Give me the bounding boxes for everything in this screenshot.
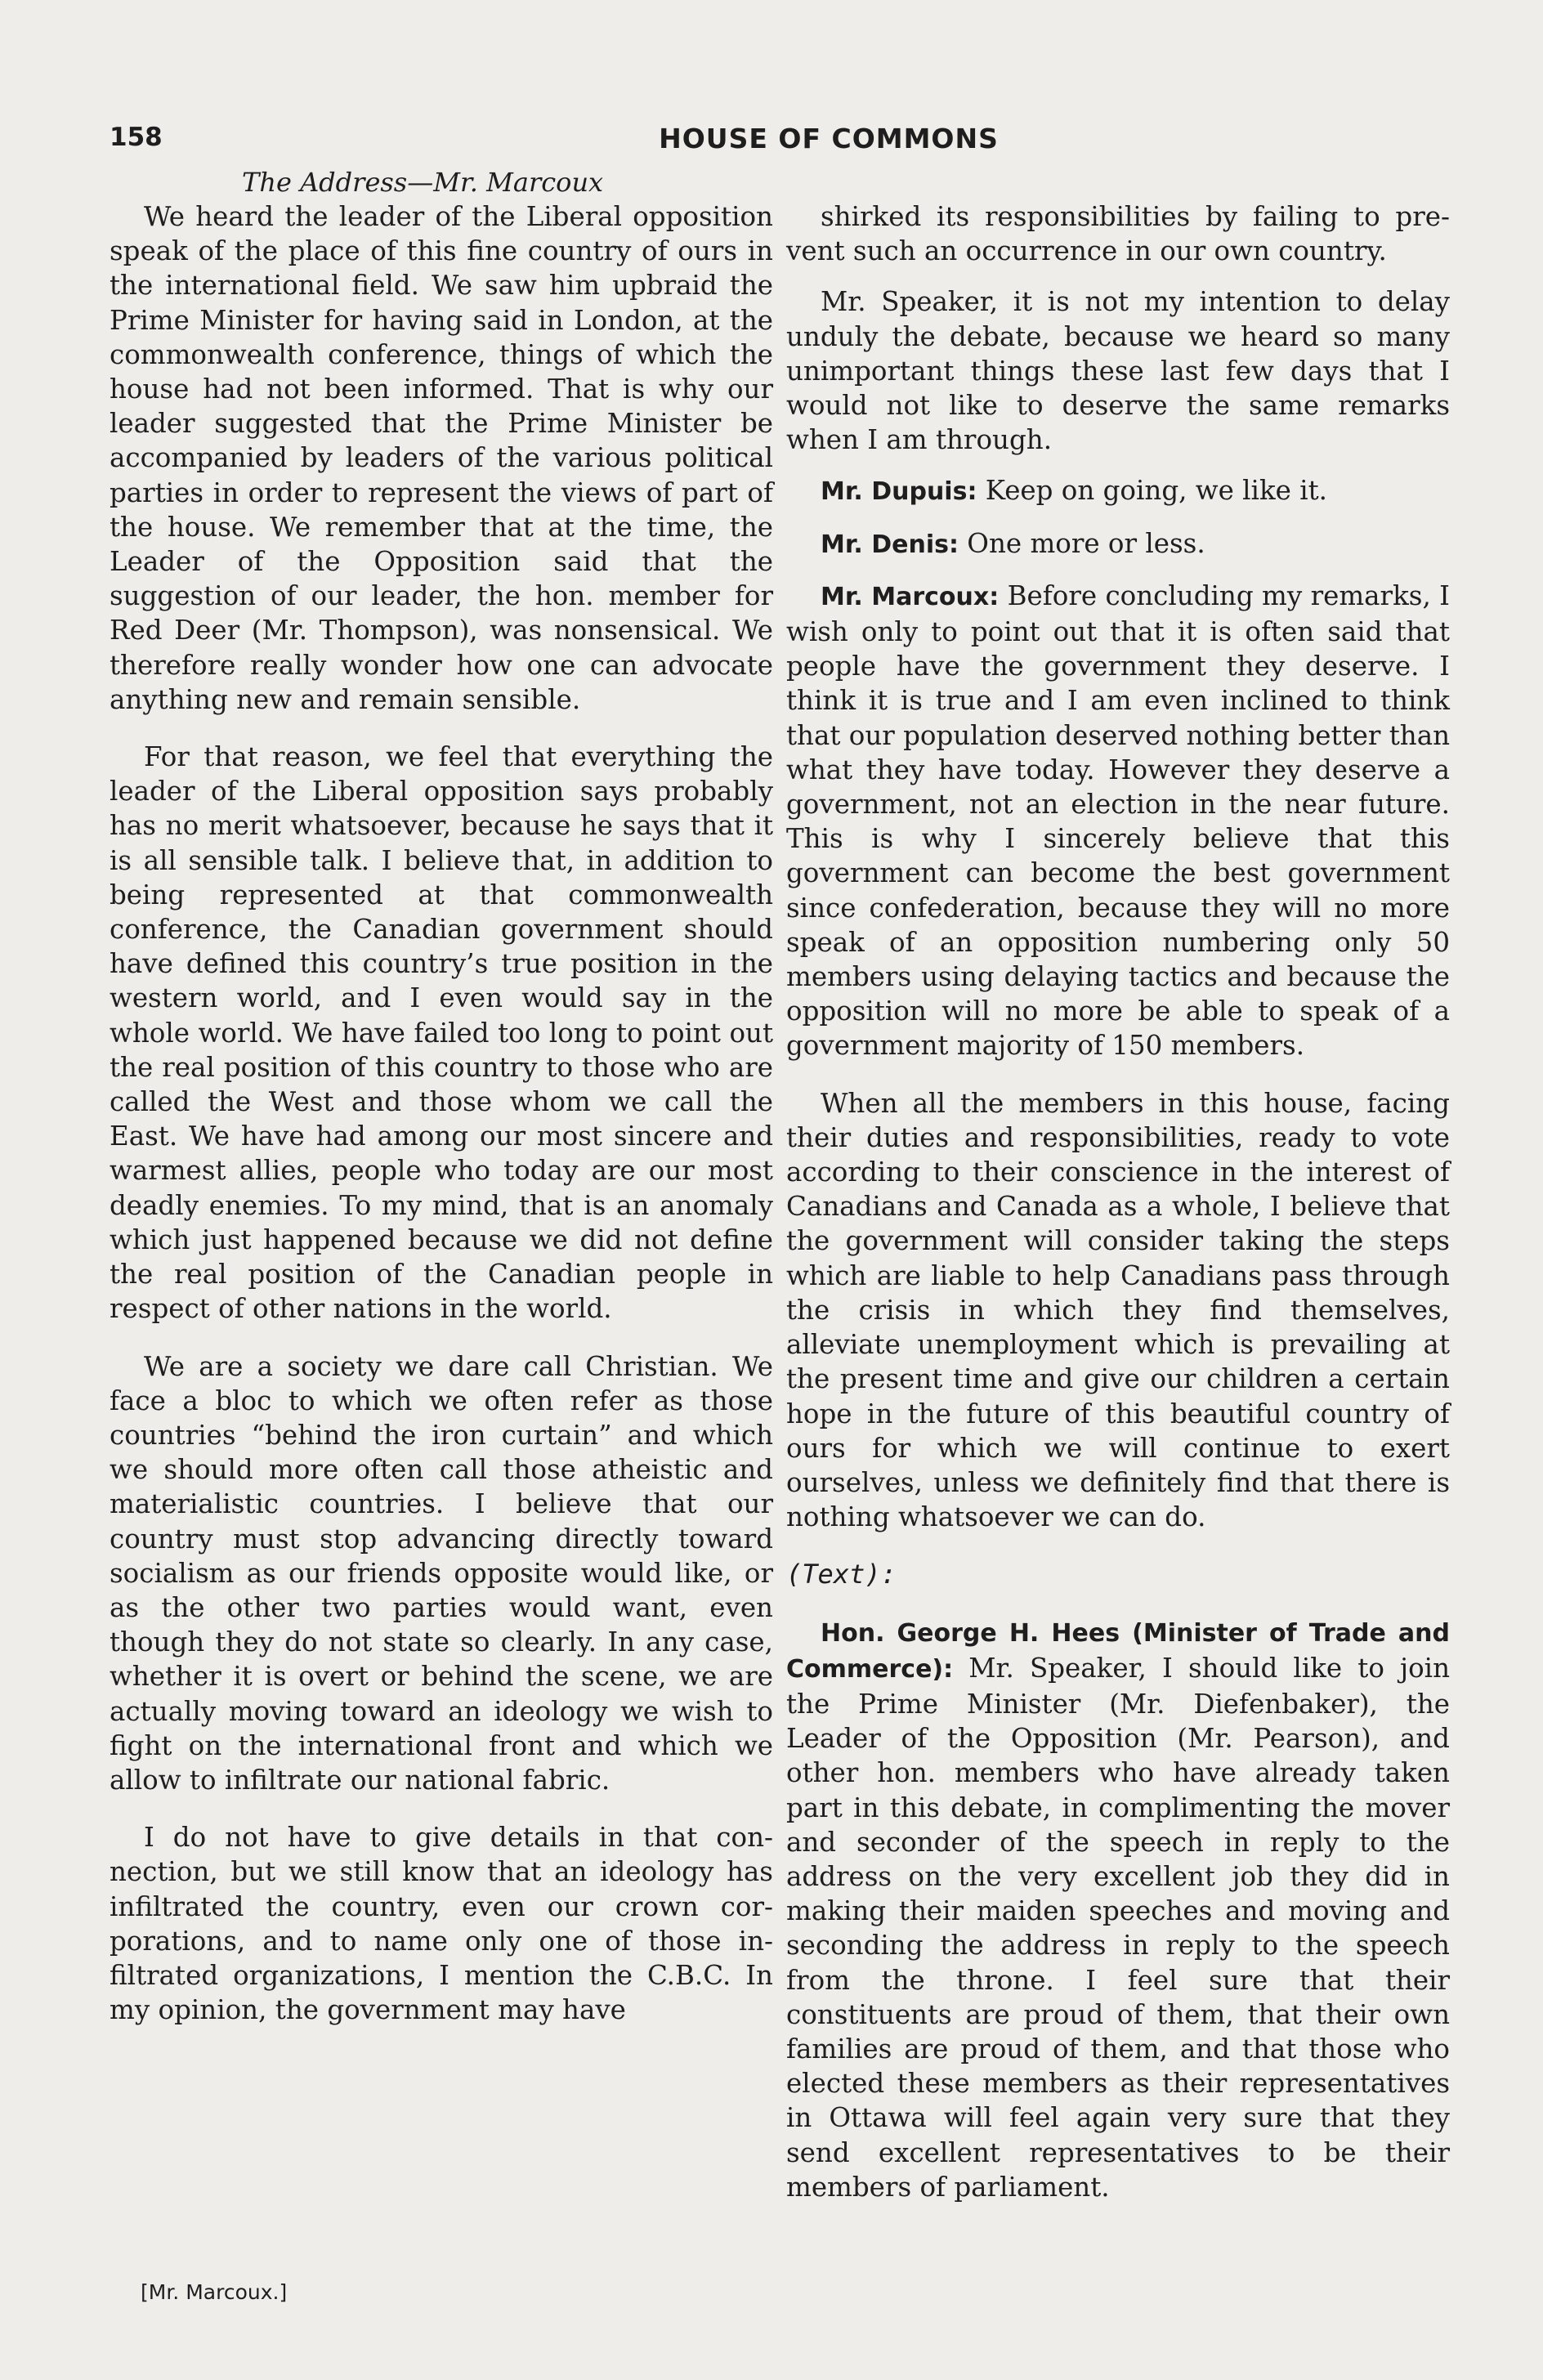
- speech-paragraph: [786, 579, 1450, 1063]
- left-column: [110, 199, 773, 2050]
- running-title: HOUSE OF COMMONS: [659, 123, 999, 154]
- speech-paragraph: [786, 473, 1450, 509]
- speaker-name: Hon. George H. Hees (Minister of Trade and Commerce):: [786, 1618, 1450, 1684]
- paragraph: shirked its responsibilities by failing to prevent such an occurrence in our own country.: [786, 201, 1450, 267]
- text-marker: (Text):: [786, 1559, 897, 1590]
- page-header: [110, 123, 1458, 163]
- paragraph: We are a society we dare call Christian. We face a bloc to which we often refer as those countries “behind the iron curtain” and which we should more often call those atheistic and materialistic countries. I believe that our country must stop advancing directly toward socialism as our friends opposite would like, or as the other two parties would want, even though they do not state so clearly. In any case, whether it is overt or behind the scene, we are actually moving toward an ideology we wish to fight on the international front and which we allow to infiltrate our national fabric.: [110, 1350, 773, 1796]
- speech-text: One more or less.: [958, 527, 1205, 559]
- paragraph: For that reason, we feel that everything the leader of the Liberal opposition says probably has no merit whatsoever, because he says that it is all sensible talk. I believe that, in addition to being represented at that commonwealth conference, the Canadian government should have defined this country’s true position in the western world, and I even would say in the whole world. We have failed too long to point out the real position of this country to those who are called the West and those whom we call the East. We have had among our most sincere and warmest allies, people who today are our most deadly enemies. To my mind, that is an anomaly which just happened because we did not define the real position of the Canadian people in respect of other nations in the world.: [110, 741, 773, 1325]
- speech-text: Before concluding my remarks, I wish only to point out that it is often said that people have the government they deserve. I think it is true and I am even inclined to think that our population deserved nothing better than what they have today. However they deserve a government, not an election in the near future. This is why I sincerely believe that this government can become the best government since confederation, because they will no more speak of an opposition numbering only 50 members using delaying tactics and because the opposition will no more be able to speak of a government majority of 150 members.: [786, 579, 1451, 1062]
- paragraph: Mr. Speaker, it is not my intention to delay unduly the debate, because we heard so many unimportant things these last few days that I would not like to deserve the same remarks when I am through.: [786, 286, 1450, 456]
- paragraph: When all the members in this house, facing their duties and responsibilities, ready to vote according to their conscience in the interest of Canadians and Canada as a whole, I believe that the government will consider taking the steps which are liable to help Canadians pass through the crisis in which they find themselves, alleviate unemployment which is prevailing at the present time and give our children a certain hope in the future of this beautiful country of ours for which we will continue to exert ourselves, unless we definitely find that there is nothing whatsoever we can do.: [786, 1087, 1450, 1533]
- right-column: [786, 199, 1450, 2227]
- section-title: The Address—Mr. Marcoux: [242, 167, 604, 198]
- speech-text: Mr. Speaker, I should like to join the Prime Minister (Mr. Diefenbaker), the Leader of the Opposition (Mr. Pearson), and other hon. members who have already taken part in this debate, in complimenting the mover and seconder of the speech in reply to the address on the very excellent job they did in making their maiden speeches and moving and seconding the address in reply to the speech from the throne. I feel sure that their constituents are proud of them, that their own families are proud of them, and that those who elected these members as their representatives in Ottawa will feel again very sure that they send excellent representatives to be their members of parliament.: [786, 1652, 1450, 2203]
- speech-paragraph: [786, 1615, 1450, 2204]
- paragraph: I do not have to give details in that connection, but we still know that an ideology has infiltrated the country, even our crown corporations, and to name only one of those infiltrated organizations, I mention the C.B.C. In my opinion, the government may have: [110, 1822, 773, 2026]
- footer-speaker-tag: [Mr. Marcoux.]: [141, 2280, 288, 2304]
- page-number: 158: [110, 123, 163, 152]
- speaker-name: Mr. Marcoux:: [821, 582, 1000, 611]
- speech-paragraph: [786, 526, 1450, 562]
- speaker-name: Mr. Denis:: [821, 530, 959, 559]
- speaker-name: Mr. Dupuis:: [821, 477, 977, 507]
- speech-text: Keep on going, we like it.: [977, 475, 1327, 507]
- paragraph: We heard the leader of the Liberal opposition speak of the place of this fine country of ours in the international field. We saw him upbraid the Prime Minister for having said in London, at the commonwealth conference, things of which the house had not been informed. That is why our leader suggested that the Prime Minister be accompanied by leaders of the various political parties in order to represent the views of part of the house. We remember that at the time, the Leader of the Opposition said that the suggestion of our leader, the hon. member for Red Deer (Mr. Thompson), was nonsensical. We therefore really wonder how one can advocate anything new and remain sensible.: [110, 201, 773, 715]
